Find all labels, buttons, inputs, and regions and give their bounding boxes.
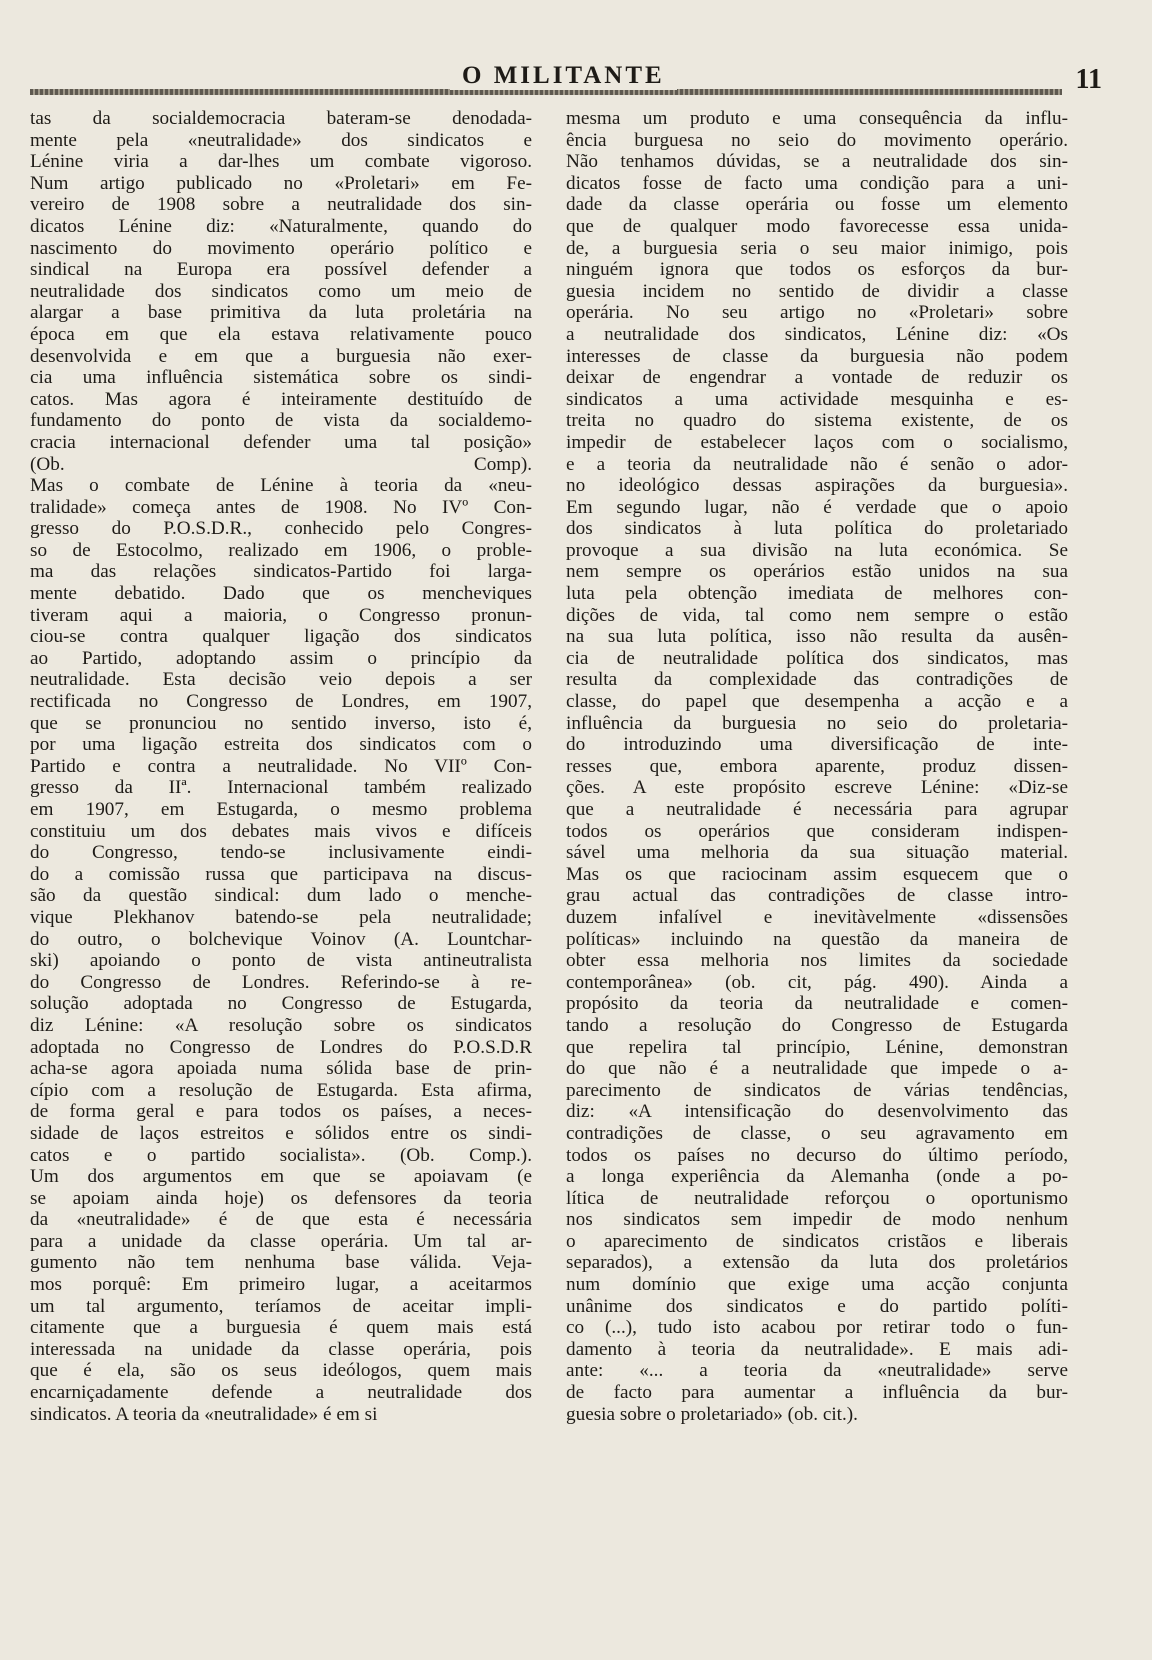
text-line: são da questão sindical: dum lado o menche- (30, 885, 532, 907)
text-line: cracia internacional defender uma tal posição» (30, 431, 532, 453)
text-line: tando a resolução do Congresso de Estugarda (566, 1014, 1068, 1036)
text-line: Em segundo lugar, não é verdade que o apoio (566, 496, 1068, 518)
text-line: gresso da IIª. Internacional também realizado (30, 777, 532, 799)
text-line: época em que ela estava relativamente pouco (30, 323, 532, 345)
text-line: Não tenhamos dúvidas, se a neutralidade dos sin- (566, 151, 1068, 173)
text-line: para a unidade da classe operária. Um tal ar- (30, 1230, 532, 1252)
text-line: interessada na unidade da classe operária, pois (30, 1338, 532, 1360)
text-line: provoque a sua divisão na luta económica. Se (566, 539, 1068, 561)
text-line: neutralidade. Esta decisão veio depois a ser (30, 669, 532, 691)
text-line: Mas os que raciocinam assim esquecem que o (566, 863, 1068, 885)
text-line: classe, do papel que desempenha a acção e a (566, 691, 1068, 713)
text-line: sindical na Europa era possível defender a (30, 259, 532, 281)
text-line: deixar de engendrar a vontade de reduzir os (566, 367, 1068, 389)
text-line: ções. A este propósito escreve Lénine: «Diz-se (566, 777, 1068, 799)
text-line: em 1907, em Estugarda, o mesmo problema (30, 799, 532, 820)
text-line: sidade de laços estreitos e sólidos entre os sindi- (30, 1122, 532, 1144)
text-line: obter essa melhoria nos limites da sociedade (566, 950, 1068, 972)
text-line: a longa experiência da Alemanha (onde a po- (566, 1166, 1068, 1188)
page-header (30, 62, 1102, 102)
text-line: gumento não tem nenhuma base válida. Veja- (30, 1252, 532, 1274)
text-line: por uma ligação estreita dos sindicatos com o (30, 734, 532, 756)
journal-title: O MILITANTE (450, 62, 677, 90)
text-line: ência burguesa no seio do movimento operário. (566, 129, 1068, 151)
text-line: dicatos Lénine diz: «Naturalmente, quando do (30, 215, 532, 237)
text-line: gresso do P.O.S.D.R., conhecido pelo Congres- (30, 518, 532, 540)
text-line: unânime dos sindicatos e do partido políti- (566, 1295, 1068, 1317)
text-line: ciou-se contra qualquer ligação dos sindicatos (30, 626, 532, 648)
text-line: dos sindicatos à luta política do proletariado (566, 518, 1068, 540)
text-line: lítica de neutralidade reforçou o oportunismo (566, 1187, 1068, 1209)
text-line: do Congresso de Londres. Referindo-se à re- (30, 971, 532, 993)
text-column-left (30, 108, 532, 1425)
text-line: na sua luta política, isso não resulta da ausên- (566, 626, 1068, 648)
text-line: que se pronunciou no sentido inverso, isto é, (30, 712, 532, 734)
text-line: e a teoria da neutralidade não é senão o ador- (566, 453, 1068, 475)
text-line: catos e o partido socialista». (Ob. Comp.). (30, 1144, 532, 1166)
text-line: que repelira tal princípio, Lénine, demonstran (566, 1036, 1068, 1058)
text-line: políticas» incluindo na questão da maneira de (566, 928, 1068, 950)
text-line: dições de vida, tal como nem sempre o estão (566, 604, 1068, 626)
text-line: tiveram aqui a maioria, o Congresso pronun- (30, 604, 532, 626)
text-line: do a comissão russa que participava na discus- (30, 863, 532, 885)
text-line: vique Plekhanov batendo-se pela neutralidade; (30, 906, 532, 928)
text-line: neutralidade dos sindicatos como um meio de (30, 280, 532, 302)
text-line: fundamento do ponto de vista da socialdemo- (30, 410, 532, 432)
text-line: ao Partido, adoptando assim o princípio da (30, 647, 532, 669)
text-line: alargar a base primitiva da luta proletária na (30, 302, 532, 324)
text-line: todos os países no decurso do último período, (566, 1144, 1068, 1166)
text-line: do outro, o bolchevique Voinov (A. Lountchar- (30, 928, 532, 950)
text-line: adoptada no Congresso de Londres do P.O.S.D.R (30, 1036, 532, 1058)
text-line: interesses de classe da burguesia não podem (566, 345, 1068, 367)
text-line: solução adoptada no Congresso de Estugarda, (30, 993, 532, 1015)
text-line: contemporânea» (ob. cit, pág. 490). Ainda a (566, 971, 1068, 993)
text-line: mesma um produto e uma consequência da influ- (566, 108, 1068, 129)
text-line: so de Estocolmo, realizado em 1906, o proble- (30, 539, 532, 561)
text-line: cia uma influência sistemática sobre os sindi- (30, 367, 532, 389)
text-line: de, a burguesia seria o seu maior inimigo, pois (566, 237, 1068, 259)
text-line: do que não é a neutralidade que impede o a- (566, 1058, 1068, 1080)
text-line: resulta da complexidade das contradições de (566, 669, 1068, 691)
text-line: operária. No seu artigo no «Proletari» sobre (566, 302, 1068, 324)
text-line: dicatos fosse de facto uma condição para a uni- (566, 172, 1068, 194)
text-line: vereiro de 1908 sobre a neutralidade dos sin- (30, 194, 532, 216)
text-line: que é ela, são os seus ideólogos, quem mais (30, 1360, 532, 1382)
text-line: ninguém ignora que todos os esforços da bur- (566, 259, 1068, 281)
text-line: resses que, embora aparente, produz dissen- (566, 755, 1068, 777)
text-line: tas da socialdemocracia bateram-se denodada- (30, 108, 532, 129)
text-line: que a neutralidade é necessária para agrupar (566, 799, 1068, 820)
text-line: todos os operários que consideram indispen- (566, 820, 1068, 842)
text-line: guesia incidem no sentido de dividir a classe (566, 280, 1068, 302)
text-line: separados), a extensão da luta dos proletários (566, 1252, 1068, 1274)
text-line: Um dos argumentos em que se apoiavam (e (30, 1166, 532, 1188)
text-line: citamente que a burguesia é quem mais está (30, 1317, 532, 1339)
text-line: grau actual das contradições de classe intro- (566, 885, 1068, 907)
text-line: cípio com a resolução de Estugarda. Esta afirma, (30, 1079, 532, 1101)
text-line: mente debatido. Dado que os mencheviques (30, 583, 532, 605)
text-line: duzem infalível e inevitàvelmente «dissensões (566, 906, 1068, 928)
text-line: de forma geral e para todos os países, a neces- (30, 1101, 532, 1123)
text-line: ski) apoiando o ponto de vista antineutralista (30, 950, 532, 972)
text-line: sindicatos. A teoria da «neutralidade» é em si (30, 1403, 378, 1425)
text-line: diz: «A intensificação do desenvolvimento das (566, 1101, 1068, 1123)
text-line: constituiu um dos debates mais vivos e difíceis (30, 820, 532, 842)
text-line: do introduzindo uma diversificação de inte- (566, 734, 1068, 756)
text-line: da «neutralidade» é de que esta é necessária (30, 1209, 532, 1231)
text-line: sindicatos a uma actividade mesquinha e es- (566, 388, 1068, 410)
text-line: catos. Mas agora é inteiramente destituído de (30, 388, 532, 410)
text-line: Mas o combate de Lénine à teoria da «neu- (30, 475, 532, 497)
text-line: encarniçadamente defende a neutralidade dos (30, 1382, 532, 1404)
text-line: rectificada no Congresso de Londres, em 1907, (30, 691, 532, 713)
text-line: propósito da teoria da neutralidade e comen- (566, 993, 1068, 1015)
text-line: a neutralidade dos sindicatos, Lénine diz: «Os (566, 323, 1068, 345)
text-line: ante: «... a teoria da «neutralidade» serve (566, 1360, 1068, 1382)
text-line: ma das relações sindicatos-Partido foi larga- (30, 561, 532, 583)
text-line: Partido e contra a neutralidade. No VIIº Con- (30, 755, 532, 777)
text-line: luta pela obtenção imediata de melhores con- (566, 583, 1068, 605)
text-line: guesia sobre o proletariado» (ob. cit.). (566, 1403, 858, 1425)
text-line: parecimento de sindicatos de várias tendências, (566, 1079, 1068, 1101)
text-line: impedir de estabelecer laços com o socialismo, (566, 431, 1068, 453)
text-line: Lénine viria a dar-lhes um combate vigoroso. (30, 151, 532, 173)
text-line: no ideológico dessas aspirações da burguesia». (566, 475, 1068, 497)
text-line: num domínio que exige uma acção conjunta (566, 1274, 1068, 1296)
text-column-right (566, 108, 1068, 1425)
text-line: nascimento do movimento operário político e (30, 237, 532, 259)
text-line: co (...), tudo isto acabou por retirar todo o fun- (566, 1317, 1068, 1339)
text-line: Num artigo publicado no «Proletari» em Fe- (30, 172, 532, 194)
text-line: do Congresso, tendo-se inclusivamente eindi- (30, 842, 532, 864)
page-number: 11 (1075, 64, 1102, 95)
text-line: cia de neutralidade política dos sindicatos, mas (566, 647, 1068, 669)
text-line: um tal argumento, teríamos de aceitar impli- (30, 1295, 532, 1317)
text-line: que de qualquer modo favorecesse essa unida- (566, 215, 1068, 237)
text-line: se apoiam ainda hoje) os defensores da teoria (30, 1187, 532, 1209)
text-line: influência da burguesia no seio do proletaria- (566, 712, 1068, 734)
text-line: nos sindicatos sem impedir de modo nenhum (566, 1209, 1068, 1231)
text-line: dade da classe operária ou fosse um elemento (566, 194, 1068, 216)
text-line: contradições de classe, o seu agravamento em (566, 1122, 1068, 1144)
text-line: mos porquê: Em primeiro lugar, a aceitarmos (30, 1274, 532, 1296)
text-line: o aparecimento de sindicatos cristãos e liberais (566, 1230, 1068, 1252)
text-line: damento à teoria da neutralidade». E mais adi- (566, 1338, 1068, 1360)
text-line: mente pela «neutralidade» dos sindicatos e (30, 129, 532, 151)
text-line: tralidade» começa antes de 1908. No IVº Con- (30, 496, 532, 518)
text-line: diz Lénine: «A resolução sobre os sindicatos (30, 1014, 532, 1036)
text-line: sável uma melhoria da sua situação material. (566, 842, 1068, 864)
text-line: de facto para aumentar a influência da bur- (566, 1382, 1068, 1404)
text-line: nem sempre os operários estão unidos na sua (566, 561, 1068, 583)
text-line: acha-se agora apoiada numa sólida base de prin- (30, 1058, 532, 1080)
text-line: treita no quadro do sistema existente, de os (566, 410, 1068, 432)
text-line: desenvolvida e em que a burguesia não exer- (30, 345, 532, 367)
text-line: (Ob. Comp). (30, 453, 532, 475)
